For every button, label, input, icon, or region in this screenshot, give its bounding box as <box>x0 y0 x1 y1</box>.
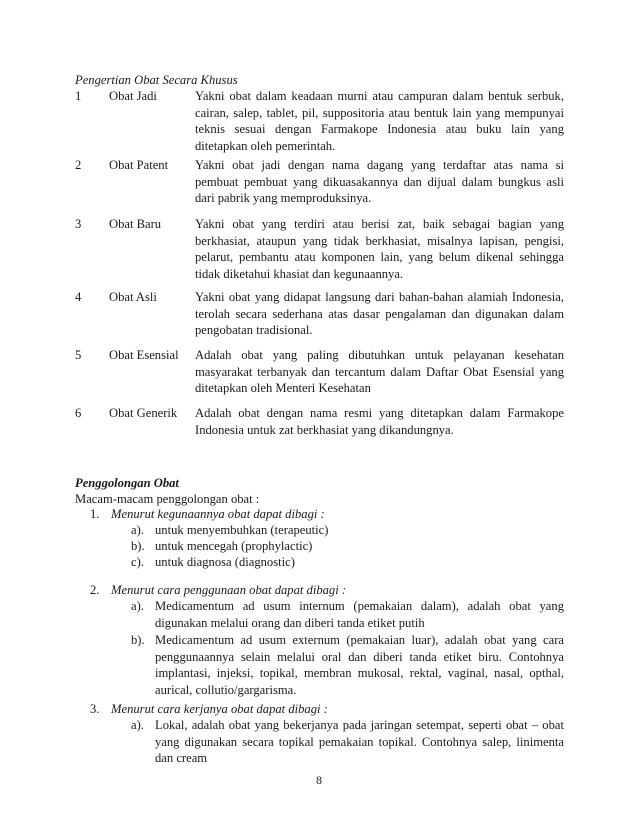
sub-label: c). <box>131 555 144 569</box>
sub-text: Medicamentum ad usum externum (pemakaian luar), adalah obat yang cara penggunaannya selain melalui oral dan diberi tanda etiket biru. Contohnya implantasi, injeksi, topikal, membran mukosal, rektal, vaginal, nasal, opthal, aurical, collutio/gargarisma. <box>155 633 564 697</box>
item-term: Obat Esensial <box>109 348 179 362</box>
group-number: 1. <box>90 507 100 521</box>
sub-label: b). <box>131 539 145 553</box>
group-number: 3. <box>90 702 100 716</box>
item-number: 4 <box>75 290 82 304</box>
item-term: Obat Patent <box>109 158 169 172</box>
item-description: Yakni obat dalam keadaan murni atau campuran dalam bentuk serbuk, cairan, salep, tablet, pil, suppositoria atau bentuk lain yang mempunyai teknis sesuai dengan Farmakope Indonesia atau buku lain yang ditetapkan oleh pemerintah. <box>195 89 564 153</box>
sub-label: b). <box>131 633 145 647</box>
item-number: 6 <box>75 406 82 420</box>
item-description: Adalah obat dengan nama resmi yang ditetapkan dalam Farmakope Indonesia untuk zat berkhasiat yang dikandungnya. <box>195 406 564 437</box>
item-description: Yakni obat jadi dengan nama dagang yang terdaftar atas nama si pembuat pembuat yang dikuasakannya dan dijual dalam bungkus asli dari pabrik yang memproduksinya. <box>195 158 564 206</box>
item-description: Yakni obat yang terdiri atau berisi zat, baik sebagai bagian yang berkhasiat, ataupun yang tidak berkhasiat, misalnya lapisan, pengisi, pelarut, pembantu atau komponen lain, yang belum dikenal sehingga tidak diketahui khasiat dan kegunaannya. <box>195 217 564 281</box>
sub-text: untuk mencegah (prophylactic) <box>155 539 313 553</box>
sub-label: a). <box>131 599 144 613</box>
page-number: 8 <box>316 773 322 787</box>
group-heading: Menurut cara penggunaan obat dapat dibagi : <box>111 583 347 597</box>
item-description: Adalah obat yang paling dibutuhkan untuk pelayanan kesehatan masyarakat terbanyak dan tercantum dalam Daftar Obat Esensial yang ditetapkan oleh Menteri Kesehatan <box>195 348 564 396</box>
sub-text: Medicamentum ad usum internum (pemakaian dalam), adalah obat yang digunakan melalui orang dan diberi tanda etiket putih <box>155 599 564 630</box>
item-term: Obat Generik <box>109 406 178 420</box>
group-heading: Menurut kegunaannya obat dapat dibagi : <box>111 507 325 521</box>
item-number: 2 <box>75 158 82 172</box>
section-intro: Macam-macam penggolongan obat : <box>75 492 260 506</box>
item-term: Obat Asli <box>109 290 157 304</box>
item-term: Obat Jadi <box>109 89 157 103</box>
item-term: Obat Baru <box>109 217 162 231</box>
item-number: 3 <box>75 217 82 231</box>
sub-text: untuk menyembuhkan (terapeutic) <box>155 523 329 537</box>
item-description: Yakni obat yang didapat langsung dari bahan-bahan alamiah Indonesia, terolah secara sederhana atas dasar pengalaman dan digunakan dalam pengobatan tradisional. <box>195 290 564 338</box>
item-number: 5 <box>75 348 82 362</box>
group-heading: Menurut cara kerjanya obat dapat dibagi : <box>111 702 328 716</box>
section-title: Pengertian Obat Secara Khusus <box>75 73 238 87</box>
sub-text: untuk diagnosa (diagnostic) <box>155 555 295 569</box>
sub-label: a). <box>131 523 144 537</box>
sub-label: a). <box>131 718 144 732</box>
item-number: 1 <box>75 89 82 103</box>
sub-text: Lokal, adalah obat yang bekerjanya pada jaringan setempat, seperti obat – obat yang digunakan secara topikal pemakaian topikal. Contohnya salep, linimenta dan cream <box>155 718 564 766</box>
group-number: 2. <box>90 583 100 597</box>
section-title: Penggolongan Obat <box>75 476 179 490</box>
